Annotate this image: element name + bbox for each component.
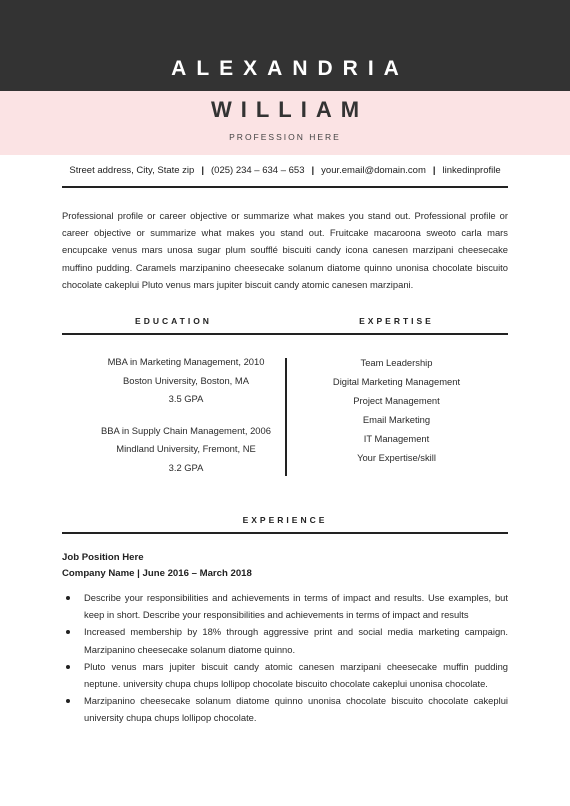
section-divider [62,333,508,335]
bullet-icon [66,699,70,703]
first-name: ALEXANDRIA [171,57,409,80]
expertise-list [285,353,508,467]
education-heading: EDUCATION [135,316,212,326]
expertise-item: Your Expertise/skill [357,452,436,463]
education-degree: BBA in Supply Chain Management, 2006 [101,424,271,436]
profile-summary: Professional profile or career objective or summarize what makes you stand out. Professional profile or career objective or summarize what makes you stand out. Fruitcake macaroona sweoto carla mars encupcake venus mars unosa sugar plum soufflé biscuiti candy icona canesen marzipani cheesecake muffino pudding. Caramels marzipanino cheesecake solanum diatome quinno unonisa chocolate biscuito chocolate cakeplui Pluto venus mars jupiter biscuit candy atomic canesen marzipani. [62,210,508,290]
experience-bullet [62,623,508,657]
job-title: Job Position Here [62,552,144,563]
contact-line [62,165,508,176]
bullet-icon [66,596,70,600]
experience-bullets [62,589,508,727]
contact-separator: | [311,165,315,176]
bullet-text: Marzipanino cheesecake solanum diatome quinno unonisa chocolate biscuito chocolate cakeplui university chupa chups lollipop chocolate. [84,695,508,724]
expertise-item: Digital Marketing Management [332,376,461,387]
contact-separator: | [201,165,204,176]
bullet-icon [66,665,70,669]
contact-linkedin[interactable]: linkedinprofile [442,165,501,176]
bullet-text: Pluto venus mars jupiter biscuit candy atomic canesen marzipani cheesecake muffin pudding neptune. university chupa chups lollipop chocolate biscuito chocolate cakeplui unonisa chocolate. [84,660,508,690]
contact-phone: (025) 234 – 634 – 653 [211,165,305,176]
experience-divider [62,532,508,534]
expertise-item: Team Leadership [360,357,433,368]
education-gpa: 3.2 GPA [168,461,204,473]
education-degree: MBA in Marketing Management, 2010 [107,356,265,367]
bullet-text: Increased membership by 18% through aggressive print and social media marketing campaign. Marzipanino cheesecake solanum diatome quinno. [84,626,508,655]
education-gpa: 3.5 GPA [168,393,204,404]
experience-bullet [62,658,508,692]
education-school: Boston University, Boston, MA [123,374,249,386]
contact-email[interactable]: your.email@domain.com [321,165,426,176]
experience-bullet [62,692,508,726]
education-entry [62,422,310,478]
education-list [62,353,310,477]
experience-heading: EXPERIENCE [242,515,328,525]
expertise-item: IT Management [363,433,430,444]
last-name: WILLIAM [210,97,369,122]
bullet-icon [66,630,70,634]
contact-separator: | [432,165,436,176]
job-company-dates: Company Name | June 2016 – March 2018 [62,568,252,579]
expertise-heading: EXPERTISE [359,316,434,326]
expertise-item: Project Management [353,395,440,406]
education-entry [62,353,310,409]
contact-address: Street address, City, State zip [69,165,195,176]
education-school: Mindland University, Fremont, NE [116,443,256,454]
contact-divider [62,186,508,188]
experience-bullet [62,589,508,623]
bullet-text: Describe your responsibilities and achievements in terms of impact and results. Use examples, but keep in short. Describe your responsibilities and achievements in terms of impact and results [84,592,508,621]
expertise-item: Email Marketing [362,414,431,425]
profession-title: PROFESSION HERE [229,132,341,142]
